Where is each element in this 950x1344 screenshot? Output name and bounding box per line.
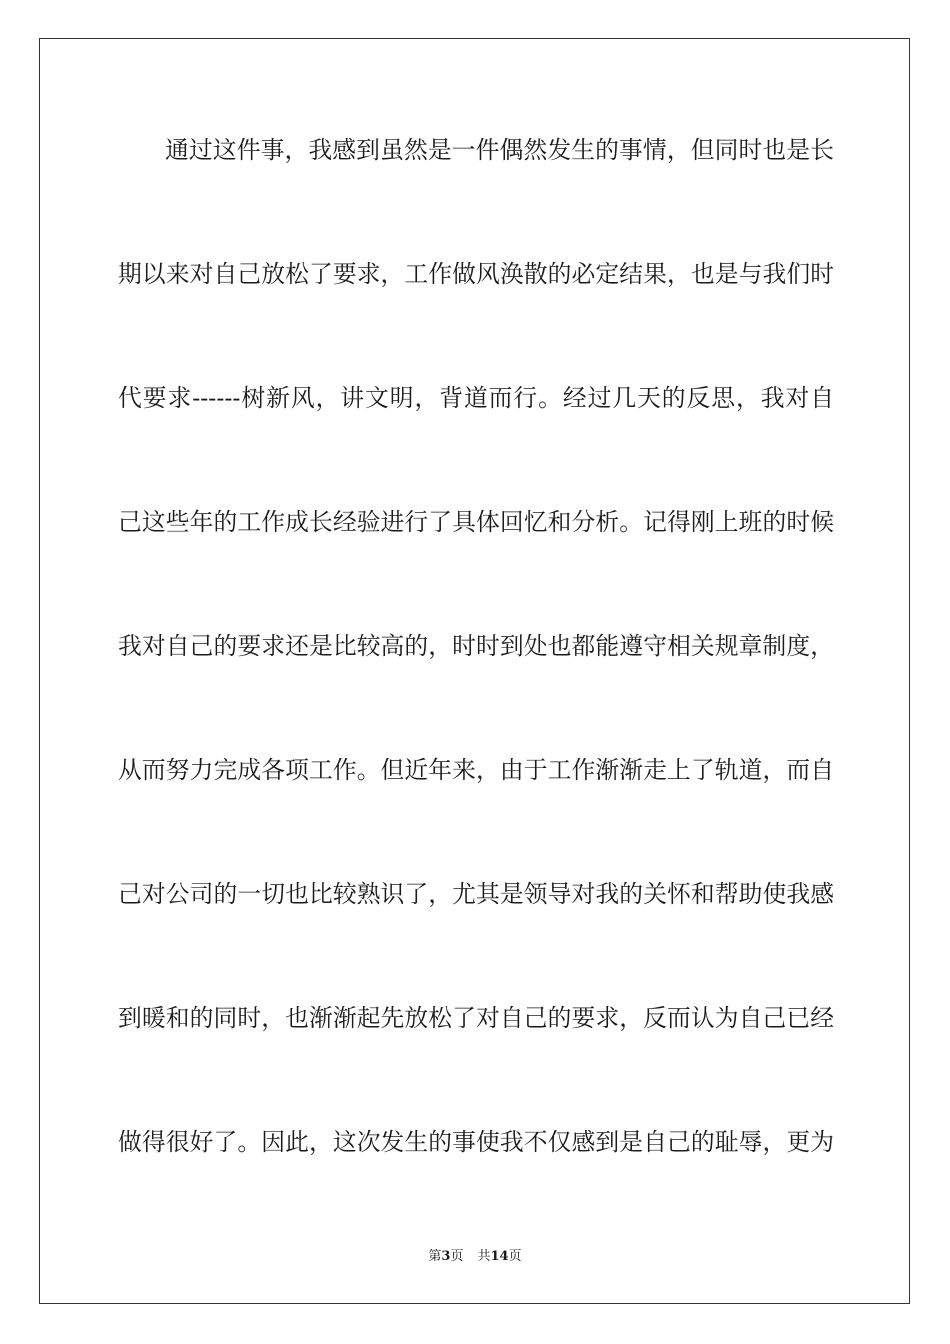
page-border (39, 38, 910, 1304)
text-line: 通过这件事，我感到虽然是一件偶然发生的事情，但同时也是长 (165, 136, 834, 164)
total-prefix: 共 (477, 1249, 491, 1264)
text-line: 期以来对自己放松了要求，工作做风涣散的必定结果，也是与我们时 (118, 260, 834, 288)
text-line: 从而努力完成各项工作。但近年来，由于工作渐渐走上了轨道，而自 (118, 756, 834, 784)
text-line: 代要求------树新风，讲文明，背道而行。经过几天的反思，我对自 (118, 384, 834, 412)
text-line: 己这些年的工作成长经验进行了具体回忆和分析。记得刚上班的时候 (118, 508, 834, 536)
text-line: 做得很好了。因此，这次发生的事使我不仅感到是自己的耻辱，更为 (118, 1128, 834, 1156)
text-line: 己对公司的一切也比较熟识了，尤其是领导对我的关怀和帮助使我感 (118, 880, 834, 908)
total-suffix: 页 (508, 1249, 522, 1264)
page-footer (0, 1248, 950, 1266)
page-number: 3 (441, 1249, 451, 1264)
page-suffix: 页 (450, 1249, 464, 1264)
text-line: 我对自己的要求还是比较高的，时时到处也都能遵守相关规章制度， (118, 632, 834, 660)
page-prefix: 第 (428, 1249, 442, 1264)
text-line: 到暖和的同时，也渐渐起先放松了对自己的要求，反而认为自己已经 (118, 1004, 834, 1032)
total-pages: 14 (490, 1249, 509, 1264)
